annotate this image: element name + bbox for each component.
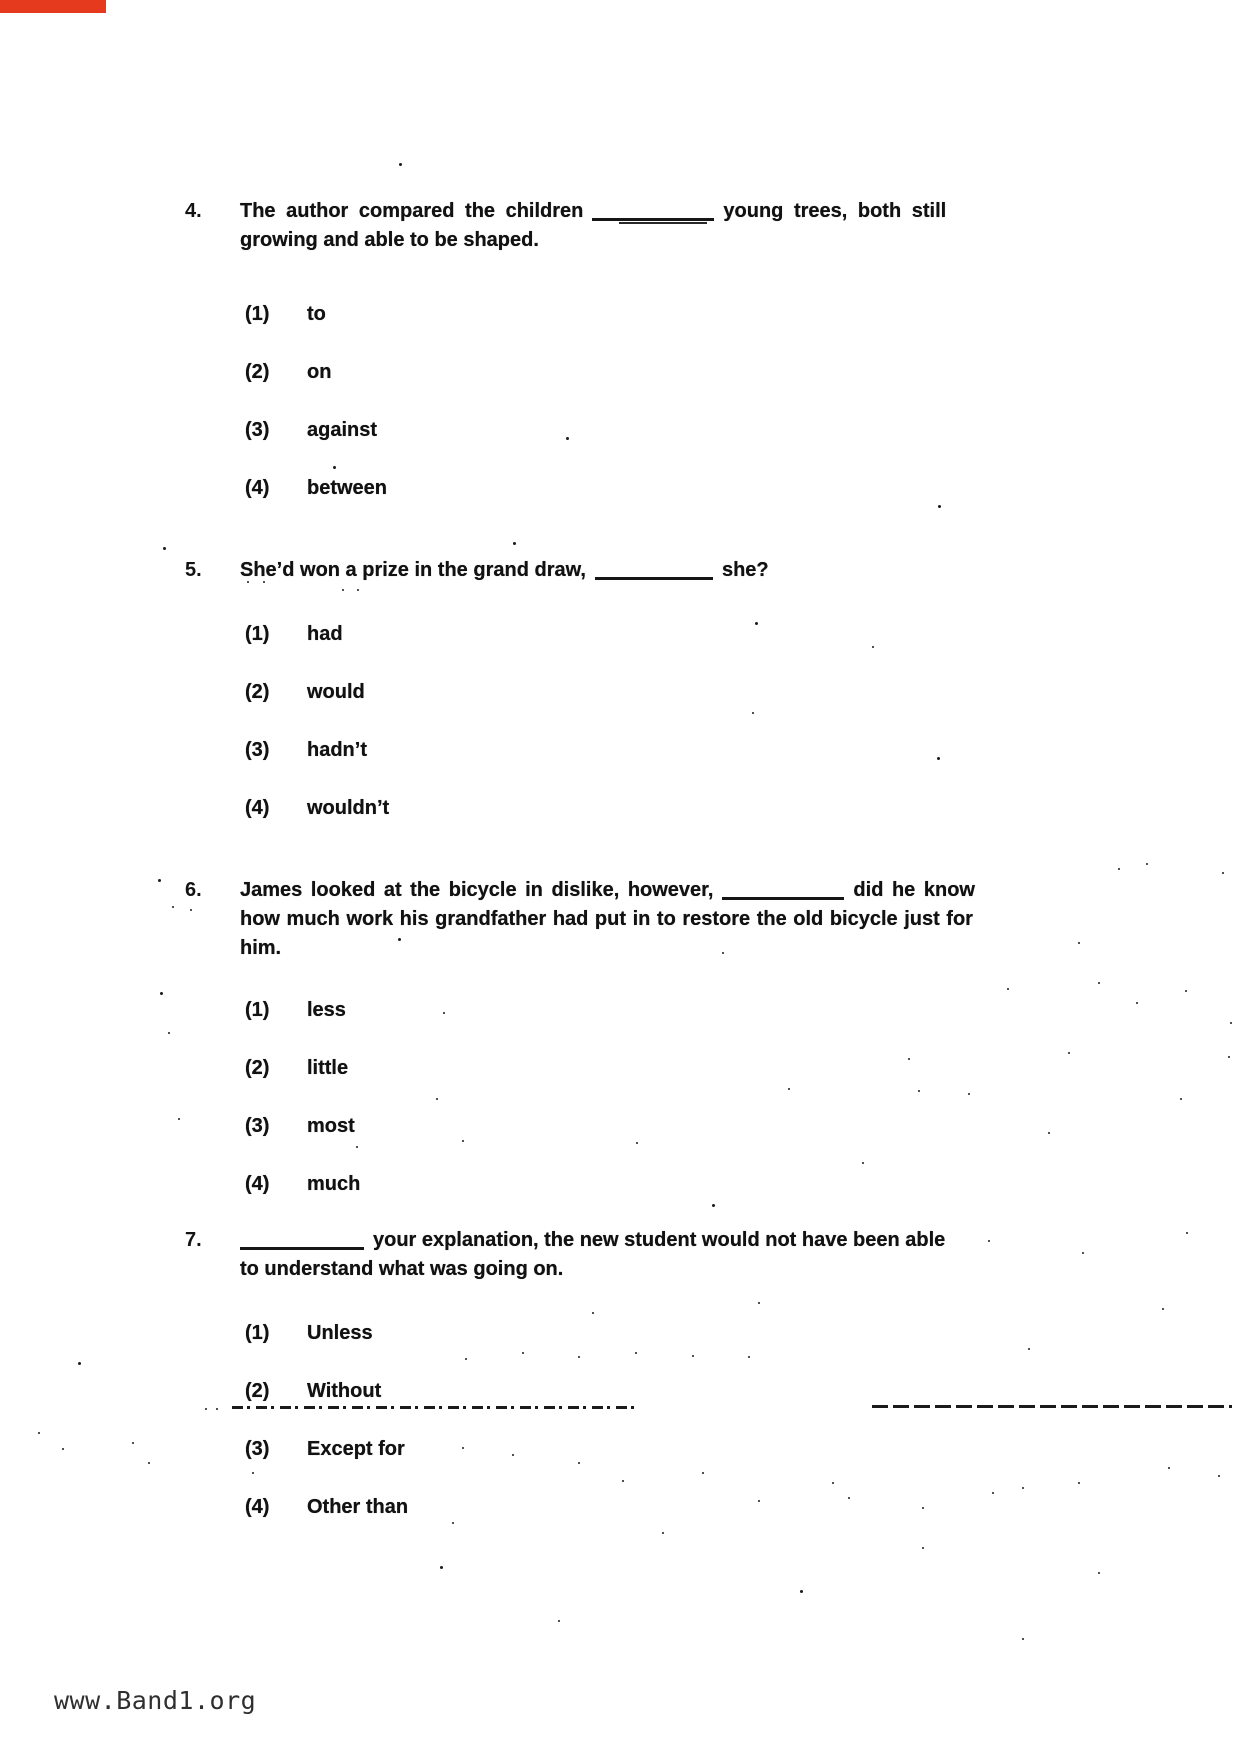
option-number: (3) xyxy=(245,1115,270,1137)
question-number: 4. xyxy=(185,200,202,222)
scan-speck xyxy=(357,589,359,591)
option-number: (4) xyxy=(245,797,270,819)
scan-speck xyxy=(566,437,569,440)
option-row xyxy=(245,301,1239,328)
question-text xyxy=(240,1226,1050,1284)
scan-speck xyxy=(622,1480,624,1482)
scan-speck xyxy=(702,1472,704,1474)
scan-speck xyxy=(788,1088,790,1090)
scan-speck xyxy=(748,1356,750,1358)
scan-speck xyxy=(178,1118,180,1120)
scan-speck xyxy=(1146,863,1148,865)
question-text-line: to understand what was going on. xyxy=(240,1258,564,1280)
question-number: 7. xyxy=(185,1229,202,1251)
option-number: (3) xyxy=(245,739,270,761)
scan-speck xyxy=(558,1620,560,1622)
scan-speck xyxy=(436,1098,438,1100)
options-list xyxy=(245,621,1239,822)
scan-speck xyxy=(216,1408,218,1410)
scan-speck xyxy=(342,589,344,591)
option-text: Other than xyxy=(307,1496,409,1518)
scan-dashed-line-right xyxy=(872,1405,1232,1408)
question-text-line: how much work his grandfather had put in to restore the old bicycle just for xyxy=(240,908,973,930)
scan-speck xyxy=(190,909,192,911)
question-text-line: him. xyxy=(240,937,282,959)
scan-speck xyxy=(440,1566,443,1569)
scan-speck xyxy=(1230,1022,1232,1024)
option-number: (4) xyxy=(245,477,270,499)
scan-speck xyxy=(908,1058,910,1060)
scan-speck xyxy=(1228,1056,1230,1058)
option-number: (3) xyxy=(245,419,270,441)
text-after-blank: your explanation, the new student would not have been able xyxy=(373,1229,946,1251)
scan-speck xyxy=(922,1507,924,1509)
option-number: (1) xyxy=(245,303,270,325)
scan-speck xyxy=(1186,1232,1188,1234)
scan-speck xyxy=(862,1162,864,1164)
scan-speck xyxy=(800,1590,803,1593)
scan-speck xyxy=(635,1352,637,1354)
option-row xyxy=(245,679,1239,706)
scan-speck xyxy=(356,1146,358,1148)
text-after-blank: did he know xyxy=(853,879,975,901)
scan-speck xyxy=(722,952,724,954)
question-text xyxy=(240,556,1050,585)
question-number: 5. xyxy=(185,559,202,581)
scan-speck xyxy=(662,1532,664,1534)
option-text: hadn’t xyxy=(307,739,367,761)
option-number: (1) xyxy=(245,1322,270,1344)
option-text: to xyxy=(307,303,326,325)
scan-speck xyxy=(399,163,402,166)
scan-speck xyxy=(922,1547,924,1549)
scan-speck xyxy=(132,1442,134,1444)
answer-blank xyxy=(240,1230,364,1250)
option-row xyxy=(245,1171,1239,1198)
scan-speck xyxy=(263,581,265,583)
scan-speck xyxy=(758,1302,760,1304)
scan-speck xyxy=(988,1240,990,1242)
scan-speck xyxy=(758,1500,760,1502)
options-list xyxy=(245,301,1239,502)
scan-speck xyxy=(918,1090,920,1092)
scan-speck xyxy=(578,1356,580,1358)
scan-speck xyxy=(1180,1098,1182,1100)
scan-speck xyxy=(968,1093,970,1095)
option-row xyxy=(245,475,1239,502)
scan-speck xyxy=(252,1472,254,1474)
option-text: Unless xyxy=(307,1322,373,1344)
scan-speck xyxy=(158,879,161,882)
answer-blank xyxy=(595,560,713,580)
option-row xyxy=(245,1320,1239,1347)
option-row xyxy=(245,1494,1239,1521)
option-text: between xyxy=(307,477,388,499)
option-text: Except for xyxy=(307,1438,405,1460)
scan-dashed-line-left xyxy=(232,1406,634,1409)
footer-url: www.Band1.org xyxy=(54,1686,257,1715)
text-before-blank: The author compared the children xyxy=(240,200,584,222)
scan-speck xyxy=(1162,1308,1164,1310)
option-number: (1) xyxy=(245,623,270,645)
scan-speck xyxy=(1098,982,1100,984)
scan-speck xyxy=(78,1362,81,1365)
scan-speck xyxy=(247,581,249,583)
scan-speck xyxy=(172,906,174,908)
scan-speck xyxy=(1048,1132,1050,1134)
options-list xyxy=(245,997,1239,1198)
scan-speck xyxy=(465,1358,467,1360)
option-row xyxy=(245,997,1239,1024)
option-row xyxy=(245,621,1239,648)
question-text-line: growing and able to be shaped. xyxy=(240,229,539,251)
question-6 xyxy=(0,876,1239,1198)
scan-speck xyxy=(832,1482,834,1484)
scan-speck xyxy=(333,466,336,469)
question-5 xyxy=(0,556,1239,822)
scan-speck xyxy=(1007,988,1009,990)
scan-red-mark xyxy=(0,0,106,13)
scan-speck xyxy=(592,1312,594,1314)
scan-speck xyxy=(522,1352,524,1354)
scan-speck xyxy=(1222,872,1224,874)
text-before-blank: James looked at the bicycle in dislike, however, xyxy=(240,879,714,901)
scan-speck xyxy=(160,992,163,995)
scan-speck xyxy=(692,1355,694,1357)
question-7 xyxy=(0,1226,1239,1521)
scan-speck xyxy=(148,1462,150,1464)
scan-speck xyxy=(938,505,941,508)
scan-speck xyxy=(1168,1467,1170,1469)
scan-speck xyxy=(1218,1475,1220,1477)
scan-speck xyxy=(872,646,874,648)
option-number: (3) xyxy=(245,1438,270,1460)
option-text: little xyxy=(307,1057,349,1079)
option-row xyxy=(245,359,1239,386)
scan-speck xyxy=(168,1032,170,1034)
option-row xyxy=(245,417,1239,444)
scan-speck xyxy=(1078,942,1080,944)
scan-speck xyxy=(1082,1252,1084,1254)
scan-speck xyxy=(1078,1482,1080,1484)
question-text-line xyxy=(240,556,1050,585)
scan-speck xyxy=(1022,1487,1024,1489)
scan-speck xyxy=(1022,1638,1024,1640)
scan-speck xyxy=(1098,1572,1100,1574)
question-text xyxy=(240,197,1050,255)
option-text: against xyxy=(307,419,378,441)
text-before-blank: She’d won a prize in the grand draw, xyxy=(240,559,586,581)
option-text: most xyxy=(307,1115,355,1137)
option-row xyxy=(245,795,1239,822)
question-text-line xyxy=(240,876,1050,905)
scan-speck xyxy=(1185,990,1187,992)
scan-speck xyxy=(512,1454,514,1456)
scan-speck xyxy=(1136,1002,1138,1004)
question-4 xyxy=(0,197,1239,502)
scan-speck xyxy=(636,1142,638,1144)
option-number: (1) xyxy=(245,999,270,1021)
scan-speck xyxy=(513,542,516,545)
options-list xyxy=(245,1320,1239,1521)
option-row xyxy=(245,1055,1239,1082)
option-row xyxy=(245,737,1239,764)
option-text: on xyxy=(307,361,332,383)
scan-speck xyxy=(62,1448,64,1450)
scan-speck xyxy=(205,1408,207,1410)
question-number: 6. xyxy=(185,879,202,901)
scan-speck xyxy=(1118,868,1120,870)
option-text: much xyxy=(307,1173,361,1195)
option-text: wouldn’t xyxy=(307,797,390,819)
scan-speck xyxy=(398,938,401,941)
scan-speck xyxy=(848,1497,850,1499)
option-text: less xyxy=(307,999,346,1021)
option-row xyxy=(245,1378,1239,1405)
scan-speck xyxy=(992,1492,994,1494)
option-row xyxy=(245,1113,1239,1140)
scan-speck xyxy=(462,1140,464,1142)
option-number: (4) xyxy=(245,1173,270,1195)
scan-speck xyxy=(452,1522,454,1524)
answer-blank xyxy=(722,880,844,900)
text-after-blank: she? xyxy=(721,559,769,581)
scan-speck xyxy=(755,622,758,625)
answer-blank xyxy=(592,201,714,221)
option-number: (4) xyxy=(245,1496,270,1518)
option-number: (2) xyxy=(245,1380,270,1402)
scan-speck xyxy=(578,1462,580,1464)
question-text xyxy=(240,876,1050,963)
option-number: (2) xyxy=(245,1057,270,1079)
scan-speck xyxy=(163,547,166,550)
scan-speck xyxy=(1068,1052,1070,1054)
scan-speck xyxy=(752,712,754,714)
scan-speck xyxy=(1028,1348,1030,1350)
option-number: (2) xyxy=(245,681,270,703)
option-number: (2) xyxy=(245,361,270,383)
option-text: Without xyxy=(307,1380,382,1402)
scan-speck xyxy=(462,1447,464,1449)
option-text: had xyxy=(307,623,343,645)
scan-speck xyxy=(443,1012,445,1014)
text-after-blank: young trees, both still xyxy=(723,200,947,222)
option-text: would xyxy=(307,681,365,703)
scan-speck xyxy=(712,1204,715,1207)
question-text-line xyxy=(240,1226,1050,1255)
underline-smudge xyxy=(619,222,707,224)
option-row xyxy=(245,1436,1239,1463)
scan-speck xyxy=(937,757,940,760)
scan-speck xyxy=(38,1432,40,1434)
question-text-line xyxy=(240,197,1050,226)
